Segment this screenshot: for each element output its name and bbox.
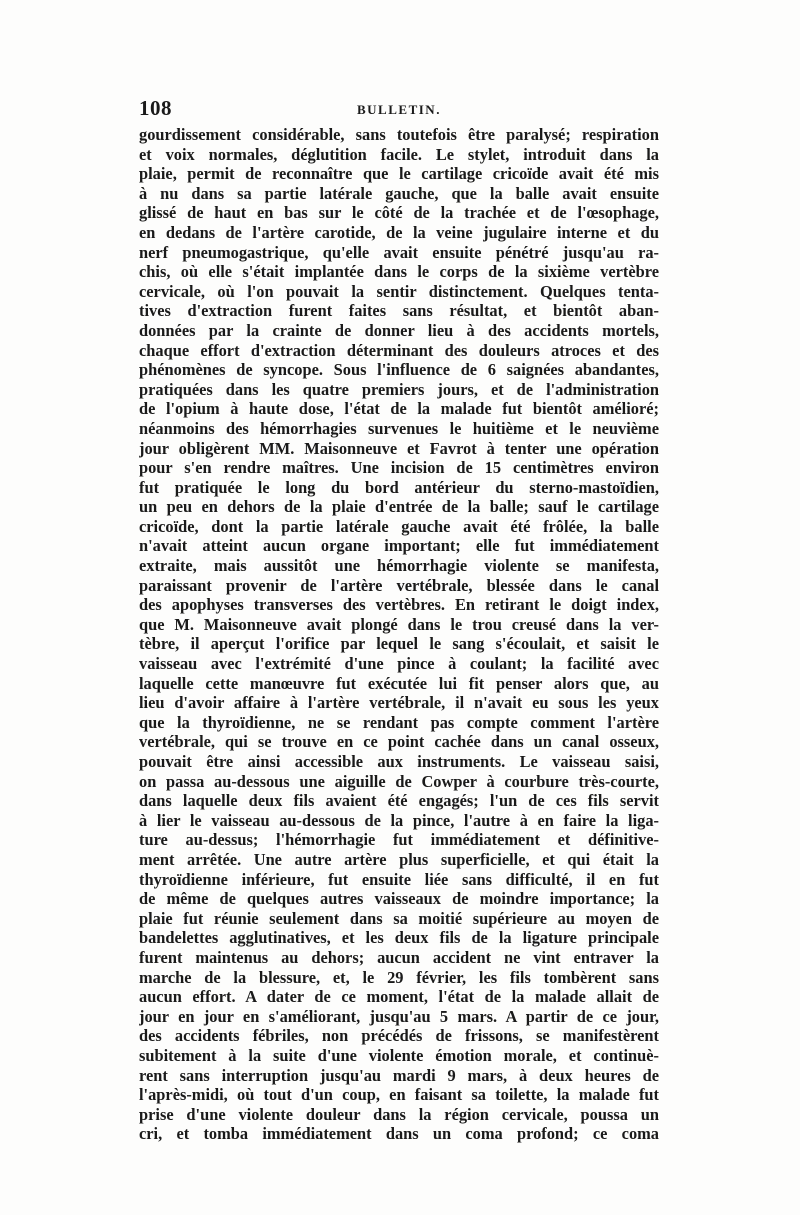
text-line: lieu d'avoir affaire à l'artère vertébrale, il n'avait eu sous les yeux <box>139 693 659 713</box>
text-line: pratiquées dans les quatre premiers jours, et de l'administration <box>139 379 659 399</box>
text-line: de même de quelques autres vaisseaux de moindre importance; la <box>139 889 659 909</box>
text-line: un peu en dehors de la plaie d'entrée de la balle; sauf le cartilage <box>139 497 659 517</box>
text-line: on passa au-dessous une aiguille de Cowper à courbure très-courte, <box>139 771 659 791</box>
text-line: que la thyroïdienne, ne se rendant pas compte comment l'artère <box>139 712 659 732</box>
text-line: gourdissement considérable, sans toutefois être paralysé; respiration <box>139 125 659 144</box>
text-line: que M. Maisonneuve avait plongé dans le trou creusé dans la ver- <box>139 614 659 634</box>
text-line: bandelettes agglutinatives, et les deux fils de la ligature principale <box>139 928 659 948</box>
text-line: chis, où elle s'était implantée dans le corps de la sixième vertèbre <box>139 262 659 282</box>
text-line: néanmoins des hémorrhagies survenues le huitième et le neuvième <box>139 418 659 438</box>
text-line: laquelle cette manœuvre fut exécutée lui fit penser alors que, au <box>139 673 659 693</box>
text-line: thyroïdienne inférieure, fut ensuite liée sans difficulté, il en fut <box>139 869 659 889</box>
text-line: vaisseau avec l'extrémité d'une pince à coulant; la facilité avec <box>139 654 659 674</box>
page-header <box>139 96 659 126</box>
text-line: tèbre, il aperçut l'orifice par lequel le sang s'écoulait, et saisit le <box>139 634 659 654</box>
text-line: en dedans de l'artère carotide, de la veine jugulaire interne et du <box>139 222 659 242</box>
text-line: pour s'en rendre maîtres. Une incision de 15 centimètres environ <box>139 458 659 478</box>
text-line: vertébrale, qui se trouve en ce point cachée dans un canal osseux, <box>139 732 659 752</box>
text-line: plaie, permit de reconnaître que le cartilage cricoïde avait été mis <box>139 164 659 184</box>
text-line: l'après-midi, où tout d'un coup, en faisant sa toilette, la malade fut <box>139 1085 659 1105</box>
page-number: 108 <box>139 96 172 120</box>
text-line: à lier le vaisseau au-dessous de la pince, l'autre à en faire la liga- <box>139 810 659 830</box>
text-line: de l'opium à haute dose, l'état de la malade fut bientôt amélioré; <box>139 399 659 419</box>
text-line: prise d'une violente douleur dans la région cervicale, poussa un <box>139 1104 659 1124</box>
text-line: tives d'extraction furent faites sans résultat, et bientôt aban- <box>139 301 659 321</box>
text-line: à nu dans sa partie latérale gauche, que la balle avait ensuite <box>139 183 659 203</box>
text-line: fut pratiquée le long du bord antérieur du sterno-mastoïdien, <box>139 477 659 497</box>
text-line: dans laquelle deux fils avaient été engagés; l'un de ces fils servit <box>139 791 659 811</box>
text-line: extraite, mais aussitôt une hémorrhagie violente se manifesta, <box>139 556 659 576</box>
text-line: jour en jour en s'améliorant, jusqu'au 5 mars. A partir de ce jour, <box>139 1006 659 1026</box>
text-line: cervicale, où l'on pouvait la sentir distinctement. Quelques tenta- <box>139 281 659 301</box>
text-line: ture au-dessus; l'hémorrhagie fut immédiatement et définitive- <box>139 830 659 850</box>
text-line: aucun effort. A dater de ce moment, l'état de la malade allait de <box>139 987 659 1007</box>
text-line: et voix normales, déglutition facile. Le stylet, introduit dans la <box>139 144 659 164</box>
text-line: cri, et tomba immédiatement dans un coma profond; ce coma <box>139 1124 659 1144</box>
text-line: subitement à la suite d'une violente émotion morale, et continuè- <box>139 1045 659 1065</box>
text-line: pouvait être ainsi accessible aux instruments. Le vaisseau saisi, <box>139 752 659 771</box>
text-line: données par la crainte de donner lieu à des accidents mortels, <box>139 320 659 340</box>
text-line: jour obligèrent MM. Maisonneuve et Favrot à tenter une opération <box>139 438 659 458</box>
text-line: chaque effort d'extraction déterminant des douleurs atroces et des <box>139 340 659 360</box>
text-line: phénomènes de syncope. Sous l'influence de 6 saignées abandantes, <box>139 360 659 380</box>
text-line: ment arrêtée. Une autre artère plus superficielle, et qui était la <box>139 849 659 869</box>
text-line: paraissant provenir de l'artère vertébrale, blessée dans le canal <box>139 575 659 595</box>
text-line: marche de la blessure, et, le 29 février, les fils tombèrent sans <box>139 967 659 987</box>
text-line: glissé de haut en bas sur le côté de la trachée et de l'œsophage, <box>139 203 659 223</box>
text-line: furent maintenus au dehors; aucun accident ne vint entraver la <box>139 947 659 967</box>
text-line: des apophyses transverses des vertèbres. En retirant le doigt index, <box>139 595 659 615</box>
text-line: rent sans interruption jusqu'au mardi 9 mars, à deux heures de <box>139 1065 659 1085</box>
text-line: n'avait atteint aucun organe important; elle fut immédiatement <box>139 536 659 556</box>
text-line: nerf pneumogastrique, qu'elle avait ensuite pénétré jusqu'au ra- <box>139 242 659 262</box>
text-line: plaie fut réunie seulement dans sa moitié supérieure au moyen de <box>139 908 659 928</box>
text-line: cricoïde, dont la partie latérale gauche avait été frôlée, la balle <box>139 516 659 536</box>
body-text <box>139 125 659 1144</box>
running-head: BULLETIN. <box>357 102 441 117</box>
text-line: des accidents fébriles, non précédés de frissons, se manifestèrent <box>139 1026 659 1046</box>
